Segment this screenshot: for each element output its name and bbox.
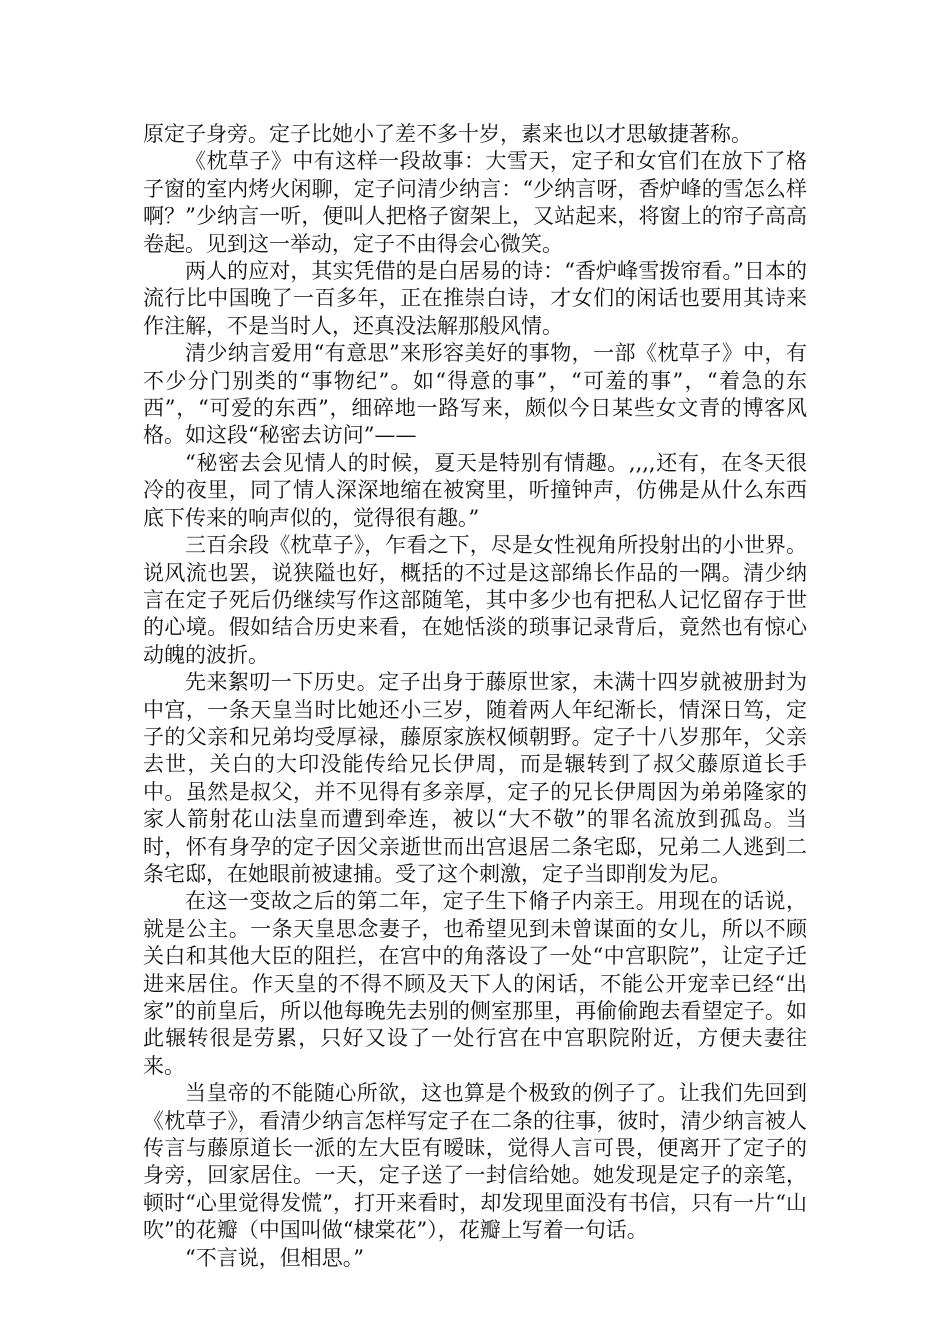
paragraph-6: 三百余段《枕草子》，乍看之下，尽是女性视角所投射出的小世界。说风流也罢，说狭隘也好，概括的不过是这部绵长作品的一隅。清少纳言在定子死后仍继续写作这部随笔，其中多少也有把私人记忆留存于世的心境。假如结合历史来看，在她恬淡的琐事记录背后，竟然也有惊心动魄的波折。 (143, 533, 807, 667)
paragraph-9: 当皇帝的不能随心所欲，这也算是个极致的例子了。让我们先回到《枕草子》，看清少纳言怎样写定子在二条的往事，彼时，清少纳言被人传言与藤原道长一派的左大臣有暧昧，觉得人言可畏，便离开了定子的身旁，回家居住。一天，定子送了一封信给她。她发现是定子的亲笔，顿时“心里觉得发慌”，打开来看时，却发现里面没有书信，只有一片“山吹”的花瓣（中国叫做“棣棠花”），花瓣上写着一句话。 (143, 1081, 807, 1243)
paragraph-1: 原定子身旁。定子比她小了差不多十岁，素来也以才思敏捷著称。 (143, 122, 752, 146)
paragraph-8: 在这一变故之后的第二年，定子生下脩子内亲王。用现在的话说，就是公主。一条天皇思念妻子，也希望见到未曾谋面的女儿，所以不顾关白和其他大臣的阻拦，在宫中的角落设了一处“中宫职院”，让定子迁进来居住。作天皇的不得不顾及天下人的闲话，不能公开宠幸已经“出家”的前皇后，所以他每晚先去别的侧室那里，再偷偷跑去看望定子。如此辗转很是劳累，只好又设了一处行宫在中宫职院附近，方便夫妻往来。 (143, 889, 807, 1078)
paragraph-7: 先来絮叨一下历史。定子出身于藤原世家，未满十四岁就被册封为中宫，一条天皇当时比她还小三岁，随着两人年纪渐长，情深日笃，定子的父亲和兄弟均受厚禄，藤原家族权倾朝野。定子十八岁那年，父亲去世，关白的大印没能传给兄长伊周，而是辗转到了叔父藤原道长手中。虽然是叔父，并不见得有多亲厚，定子的兄长伊周因为弟弟隆家的家人箭射花山法皇而遭到牵连，被以“大不敬”的罪名流放到孤岛。当时，怀有身孕的定子因父亲逝世而出宫退居二条宅邸，兄弟二人逃到二条宅邸，在她眼前被逮捕。受了这个刺激，定子当即削发为尼。 (143, 670, 807, 886)
document-body (143, 121, 807, 1272)
paragraph-4: 清少纳言爱用“有意思”来形容美好的事物，一部《枕草子》中，有不少分门别类的“事物纪”。如“得意的事”，“可羞的事”，“着急的东西”，“可爱的东西”，细碎地一路写来，颇似今日某些女文青的博客风格。如这段“秘密去访问”—— (143, 341, 807, 448)
paragraph-10: “不言说，但相思。” (185, 1245, 364, 1270)
paragraph-2: 《枕草子》中有这样一段故事：大雪天，定子和女官们在放下了格子窗的室内烤火闲聊，定子问清少纳言：“少纳言呀，香炉峰的雪怎么样啊？”少纳言一听，便叫人把格子窗架上，又站起来，将窗上的帘子高高卷起。见到这一举动，定子不由得会心微笑。 (143, 149, 807, 256)
paragraph-5: “秘密去会见情人的时候，夏天是特别有情趣。,,,,还有，在冬天很冷的夜里，同了情人深深地缩在被窝里，听撞钟声，仿佛是从什么东西底下传来的响声似的，觉得很有趣。” (143, 450, 807, 530)
paragraph-3: 两人的应对，其实凭借的是白居易的诗：“香炉峰雪拨帘看。”日本的流行比中国晚了一百多年，正在推崇白诗，才女们的闲话也要用其诗来作注解，不是当时人，还真没法解那般风情。 (143, 259, 807, 338)
